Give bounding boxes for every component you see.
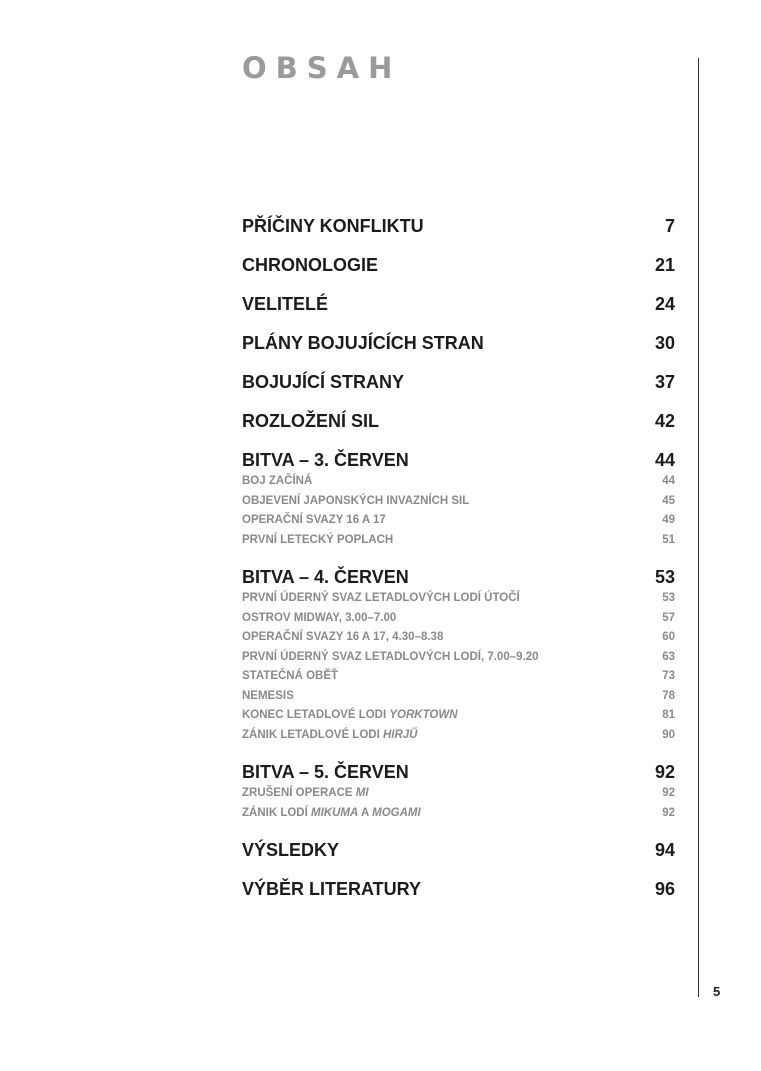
toc-entry-page: 92: [654, 762, 675, 782]
toc-entry-bitva-4-cerven[interactable]: [242, 565, 675, 589]
toc-subentry-title-text: ZRUŠENÍ OPERACE: [242, 787, 356, 799]
page-title: OBSAH: [242, 51, 402, 85]
toc-subentry[interactable]: [242, 649, 675, 665]
toc-subentry-title: [242, 785, 369, 801]
toc-subentry[interactable]: [242, 707, 675, 723]
toc-subentry-page: 53: [662, 592, 675, 604]
toc-subentry-title-text: A: [358, 807, 373, 819]
toc-subentry[interactable]: [242, 688, 675, 704]
toc-entry-page: 44: [654, 450, 675, 470]
toc-subentry[interactable]: [242, 493, 675, 509]
toc-subentry-title: OPERAČNÍ SVAZY 16 A 17, 4.30–8.38: [242, 631, 444, 643]
toc-subentry-page: 73: [662, 670, 675, 682]
toc-subentry-page: 49: [662, 514, 675, 526]
toc-subentry-title-text: KONEC LETADLOVÉ LODI: [242, 709, 390, 721]
toc-entry-title: BITVA – 4. ČERVEN: [242, 567, 409, 587]
toc-entry-title: PLÁNY BOJUJÍCÍCH STRAN: [242, 333, 484, 353]
toc-subentry-title: [242, 727, 418, 743]
toc-subentry-page: 92: [662, 787, 675, 799]
toc-entry-page: 42: [654, 411, 675, 431]
toc-subentry[interactable]: [242, 727, 675, 743]
toc-subentry-title: PRVNÍ ÚDERNÝ SVAZ LETADLOVÝCH LODÍ ÚTOČÍ: [242, 592, 520, 604]
toc-subentry[interactable]: [242, 668, 675, 684]
toc-subentry-title: [242, 805, 421, 821]
toc-subentry[interactable]: [242, 610, 675, 626]
toc-entry-title: BOJUJÍCÍ STRANY: [242, 372, 405, 392]
toc-subentry[interactable]: [242, 473, 675, 489]
toc-subentry-ship-name: YORKTOWN: [389, 709, 458, 721]
toc-subentry-page: 81: [662, 709, 675, 721]
toc-entry-chronologie[interactable]: [242, 253, 675, 277]
toc-entry-page: 96: [654, 879, 675, 899]
toc-entry-page: 37: [654, 372, 675, 392]
toc-subentry-title: OSTROV MIDWAY, 3.00–7.00: [242, 612, 397, 624]
page-number: 5: [713, 984, 721, 999]
toc-entry-rozlozeni-sil[interactable]: [242, 409, 675, 433]
toc-entry-page: 94: [654, 840, 675, 860]
toc-entry-title: BITVA – 3. ČERVEN: [242, 450, 409, 470]
toc-subentry[interactable]: [242, 785, 675, 801]
toc-subentry[interactable]: [242, 532, 675, 548]
toc-subentry[interactable]: [242, 512, 675, 528]
toc-entry-bojujici-strany[interactable]: [242, 370, 675, 394]
toc-subentry-page: 45: [662, 495, 675, 507]
toc-subentry-page: 51: [662, 534, 675, 546]
toc-entry-title: CHRONOLOGIE: [242, 255, 379, 275]
toc-entry-page: 24: [654, 294, 675, 314]
toc-entry-title: ROZLOŽENÍ SIL: [242, 411, 379, 431]
toc-subentry-ship-name: MIKUMA: [311, 807, 359, 819]
toc-subentry-ship-name: MOGAMI: [372, 807, 421, 819]
toc-entry-title: VELITELÉ: [242, 294, 329, 314]
toc-subentry-title: PRVNÍ LETECKÝ POPLACH: [242, 534, 394, 546]
toc-entry-title: PŘÍČINY KONFLIKTU: [242, 216, 424, 236]
toc-subentry-title: OPERAČNÍ SVAZY 16 A 17: [242, 514, 386, 526]
toc-subentry-page: 57: [662, 612, 675, 624]
toc-subentry-page: 60: [662, 631, 675, 643]
toc-entry-bitva-3-cerven[interactable]: [242, 448, 675, 472]
toc-entry-priciny-konfliktu[interactable]: [242, 214, 675, 238]
toc-subentry-ship-name: HIRJŰ: [382, 729, 418, 741]
toc-subentry-page: 78: [662, 690, 675, 702]
toc-entry-page: 21: [654, 255, 675, 275]
toc-entry-vyber-literatury[interactable]: [242, 877, 675, 901]
toc-entry-velitele[interactable]: [242, 292, 675, 316]
toc-entry-page: 53: [654, 567, 675, 587]
toc-subentry-title-text: ZÁNIK LETADLOVÉ LODI: [242, 729, 383, 741]
toc-entry-page: 30: [654, 333, 675, 353]
toc-subentry-title-text: ZÁNIK LODÍ: [242, 807, 311, 819]
toc-entry-page: 7: [664, 216, 675, 236]
toc-entry-title: VÝBĚR LITERATURY: [242, 879, 422, 899]
toc-subentry[interactable]: [242, 629, 675, 645]
toc-subentry-page: 92: [662, 807, 675, 819]
toc-subentry[interactable]: [242, 590, 675, 606]
vertical-rule: [698, 58, 699, 997]
toc-subentry-operation-name: MI: [355, 787, 369, 799]
toc-subentry-title: STATEČNÁ OBĚŤ: [242, 670, 339, 682]
toc-subentry-page: 63: [662, 651, 675, 663]
toc-subentry-title: PRVNÍ ÚDERNÝ SVAZ LETADLOVÝCH LODÍ, 7.00–9.20: [242, 651, 539, 663]
toc-subentry-title: [242, 707, 458, 723]
toc-entry-plany-bojujicich-stran[interactable]: [242, 331, 675, 355]
toc-entry-title: VÝSLEDKY: [242, 840, 340, 860]
toc-entry-bitva-5-cerven[interactable]: [242, 760, 675, 784]
toc-subentry-page: 90: [662, 729, 675, 741]
toc-entry-vysledky[interactable]: [242, 838, 675, 862]
toc-subentry[interactable]: [242, 805, 675, 821]
toc-subentry-page: 44: [662, 475, 675, 487]
toc-subentry-title: BOJ ZAČÍNÁ: [242, 475, 313, 487]
toc-entry-title: BITVA – 5. ČERVEN: [242, 762, 409, 782]
toc-subentry-title: NEMESIS: [242, 690, 294, 702]
toc-subentry-title: OBJEVENÍ JAPONSKÝCH INVAZNÍCH SIL: [242, 495, 470, 507]
